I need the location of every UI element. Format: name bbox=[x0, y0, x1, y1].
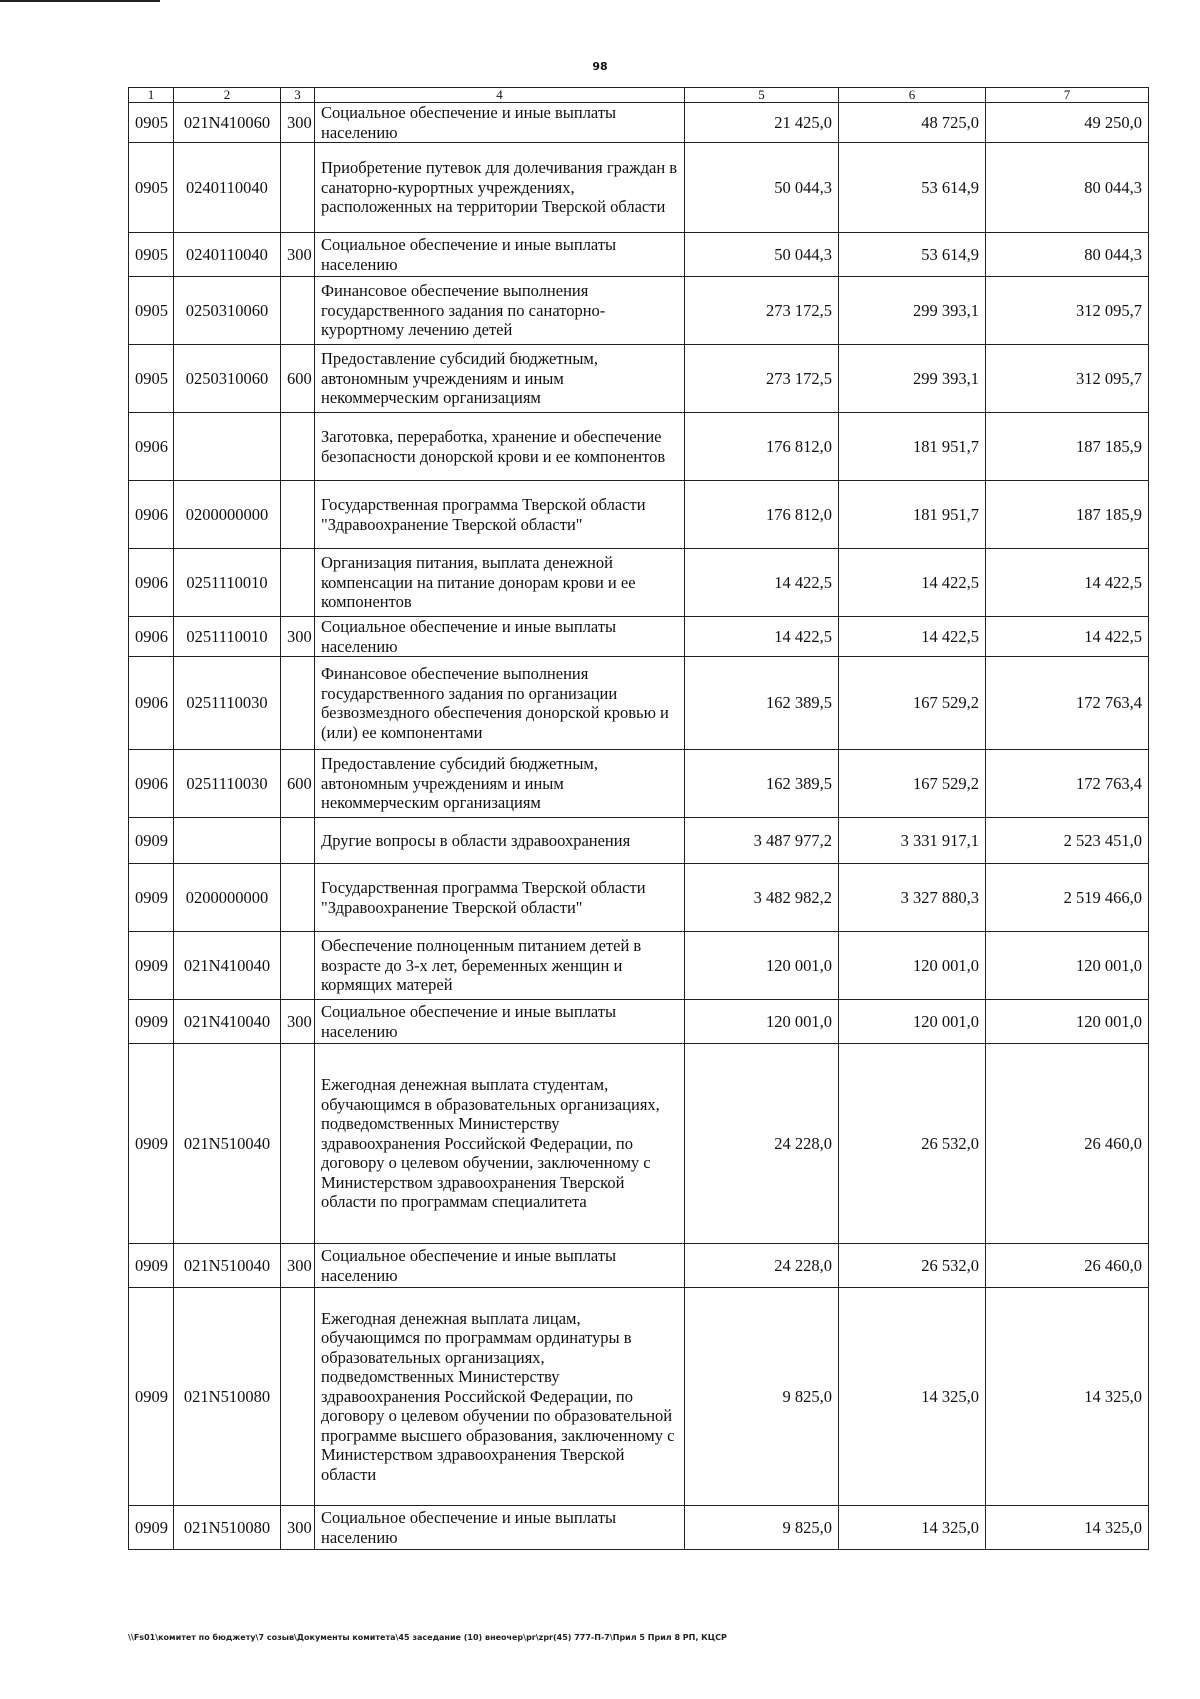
amount-col-5: 14 422,5 bbox=[685, 617, 839, 657]
amount-col-6: 181 951,7 bbox=[839, 413, 986, 481]
amount-col-7: 14 422,5 bbox=[986, 617, 1149, 657]
header-col-4: 4 bbox=[315, 88, 685, 103]
section-code: 0909 bbox=[129, 1000, 174, 1044]
amount-col-6: 26 532,0 bbox=[839, 1244, 986, 1288]
item-name: Государственная программа Тверской области "Здравоохранение Тверской области" bbox=[315, 864, 685, 932]
section-code: 0905 bbox=[129, 233, 174, 277]
amount-col-5: 50 044,3 bbox=[685, 233, 839, 277]
expense-type: 300 bbox=[281, 1506, 315, 1550]
expense-type bbox=[281, 143, 315, 233]
expense-type bbox=[281, 277, 315, 345]
item-name: Социальное обеспечение и иные выплаты населению bbox=[315, 103, 685, 143]
amount-col-6: 299 393,1 bbox=[839, 277, 986, 345]
header-col-7: 7 bbox=[986, 88, 1149, 103]
amount-col-7: 2 523 451,0 bbox=[986, 818, 1149, 864]
target-code bbox=[174, 413, 281, 481]
amount-col-6: 167 529,2 bbox=[839, 657, 986, 750]
amount-col-6: 14 422,5 bbox=[839, 617, 986, 657]
amount-col-5: 3 482 982,2 bbox=[685, 864, 839, 932]
target-code: 0250310060 bbox=[174, 277, 281, 345]
table-row bbox=[129, 549, 1149, 617]
expense-type bbox=[281, 549, 315, 617]
amount-col-6: 26 532,0 bbox=[839, 1044, 986, 1244]
section-code: 0905 bbox=[129, 277, 174, 345]
item-name: Обеспечение полноценным питанием детей в возрасте до 3-х лет, беременных женщин и кормящих матерей bbox=[315, 932, 685, 1000]
header-col-5: 5 bbox=[685, 88, 839, 103]
target-code: 0240110040 bbox=[174, 233, 281, 277]
amount-col-7: 80 044,3 bbox=[986, 143, 1149, 233]
table-row bbox=[129, 617, 1149, 657]
amount-col-7: 26 460,0 bbox=[986, 1244, 1149, 1288]
table-row bbox=[129, 1000, 1149, 1044]
target-code: 021N510080 bbox=[174, 1506, 281, 1550]
section-code: 0909 bbox=[129, 1244, 174, 1288]
budget-table bbox=[128, 87, 1149, 1550]
table-row bbox=[129, 657, 1149, 750]
target-code: 0240110040 bbox=[174, 143, 281, 233]
item-name: Государственная программа Тверской области "Здравоохранение Тверской области" bbox=[315, 481, 685, 549]
item-name: Социальное обеспечение и иные выплаты населению bbox=[315, 617, 685, 657]
table-row bbox=[129, 864, 1149, 932]
item-name: Ежегодная денежная выплата лицам, обучающимся по программам ординатуры в образовательных организациях, подведомственных Министерству здравоохранения Российской Федерации, по договору о целевом обучении по образовательной программе высшего образования, заключенному с Министерством здравоохранения Тверской области bbox=[315, 1288, 685, 1506]
amount-col-5: 176 812,0 bbox=[685, 413, 839, 481]
amount-col-5: 120 001,0 bbox=[685, 932, 839, 1000]
amount-col-5: 24 228,0 bbox=[685, 1044, 839, 1244]
header-col-1: 1 bbox=[129, 88, 174, 103]
expense-type bbox=[281, 818, 315, 864]
expense-type: 300 bbox=[281, 1244, 315, 1288]
item-name: Финансовое обеспечение выполнения государственного задания по организации безвозмездного обеспечения донорской кровью и (или) ее компонентами bbox=[315, 657, 685, 750]
amount-col-6: 53 614,9 bbox=[839, 143, 986, 233]
expense-type bbox=[281, 932, 315, 1000]
amount-col-6: 14 422,5 bbox=[839, 549, 986, 617]
section-code: 0906 bbox=[129, 657, 174, 750]
section-code: 0909 bbox=[129, 1506, 174, 1550]
amount-col-5: 176 812,0 bbox=[685, 481, 839, 549]
section-code: 0906 bbox=[129, 617, 174, 657]
expense-type bbox=[281, 657, 315, 750]
amount-col-6: 3 331 917,1 bbox=[839, 818, 986, 864]
table-row bbox=[129, 750, 1149, 818]
amount-col-7: 312 095,7 bbox=[986, 277, 1149, 345]
item-name: Ежегодная денежная выплата студентам, обучающимся в образовательных организациях, подведомственных Министерству здравоохранения Российской Федерации, по договору о целевом обучении, заключенному с Министерством здравоохранения Тверской области по программам специалитета bbox=[315, 1044, 685, 1244]
target-code: 0251110010 bbox=[174, 617, 281, 657]
target-code: 0251110010 bbox=[174, 549, 281, 617]
target-code: 021N510080 bbox=[174, 1288, 281, 1506]
expense-type bbox=[281, 1044, 315, 1244]
target-code: 0200000000 bbox=[174, 864, 281, 932]
footer-file-path: \\Fs01\комитет по бюджету\7 созыв\Документы комитета\45 заседание (10) внеочер\pr\zpr(45) 777-П-7\Прил 5 Прил 8 РП, КЦСР bbox=[128, 1633, 727, 1642]
amount-col-6: 167 529,2 bbox=[839, 750, 986, 818]
amount-col-5: 3 487 977,2 bbox=[685, 818, 839, 864]
table-row bbox=[129, 103, 1149, 143]
expense-type bbox=[281, 481, 315, 549]
target-code: 0251110030 bbox=[174, 657, 281, 750]
amount-col-6: 53 614,9 bbox=[839, 233, 986, 277]
target-code: 021N510040 bbox=[174, 1044, 281, 1244]
amount-col-7: 14 422,5 bbox=[986, 549, 1149, 617]
header-row bbox=[129, 88, 1149, 103]
target-code: 021N410040 bbox=[174, 1000, 281, 1044]
table-row bbox=[129, 413, 1149, 481]
target-code: 021N510040 bbox=[174, 1244, 281, 1288]
expense-type bbox=[281, 1288, 315, 1506]
amount-col-7: 187 185,9 bbox=[986, 413, 1149, 481]
table-row bbox=[129, 345, 1149, 413]
item-name: Социальное обеспечение и иные выплаты населению bbox=[315, 1506, 685, 1550]
amount-col-6: 14 325,0 bbox=[839, 1288, 986, 1506]
amount-col-6: 48 725,0 bbox=[839, 103, 986, 143]
amount-col-5: 21 425,0 bbox=[685, 103, 839, 143]
table-row bbox=[129, 932, 1149, 1000]
expense-type: 300 bbox=[281, 103, 315, 143]
target-code: 0250310060 bbox=[174, 345, 281, 413]
amount-col-6: 3 327 880,3 bbox=[839, 864, 986, 932]
amount-col-5: 9 825,0 bbox=[685, 1288, 839, 1506]
item-name: Социальное обеспечение и иные выплаты населению bbox=[315, 1244, 685, 1288]
section-code: 0906 bbox=[129, 549, 174, 617]
section-code: 0905 bbox=[129, 143, 174, 233]
expense-type: 600 bbox=[281, 750, 315, 818]
amount-col-6: 181 951,7 bbox=[839, 481, 986, 549]
scan-edge-line bbox=[0, 0, 160, 2]
item-name: Финансовое обеспечение выполнения государственного задания по санаторно-курортному лечению детей bbox=[315, 277, 685, 345]
item-name: Социальное обеспечение и иные выплаты населению bbox=[315, 233, 685, 277]
item-name: Заготовка, переработка, хранение и обеспечение безопасности донорской крови и ее компонентов bbox=[315, 413, 685, 481]
item-name: Социальное обеспечение и иные выплаты населению bbox=[315, 1000, 685, 1044]
amount-col-7: 2 519 466,0 bbox=[986, 864, 1149, 932]
table-row bbox=[129, 1044, 1149, 1244]
section-code: 0906 bbox=[129, 750, 174, 818]
amount-col-7: 80 044,3 bbox=[986, 233, 1149, 277]
target-code bbox=[174, 818, 281, 864]
amount-col-5: 120 001,0 bbox=[685, 1000, 839, 1044]
amount-col-5: 273 172,5 bbox=[685, 277, 839, 345]
amount-col-6: 14 325,0 bbox=[839, 1506, 986, 1550]
table-row bbox=[129, 481, 1149, 549]
amount-col-7: 120 001,0 bbox=[986, 932, 1149, 1000]
section-code: 0906 bbox=[129, 481, 174, 549]
section-code: 0909 bbox=[129, 1044, 174, 1244]
item-name: Предоставление субсидий бюджетным, автономным учреждениям и иным некоммерческим организациям bbox=[315, 750, 685, 818]
header-col-6: 6 bbox=[839, 88, 986, 103]
amount-col-7: 172 763,4 bbox=[986, 657, 1149, 750]
amount-col-5: 9 825,0 bbox=[685, 1506, 839, 1550]
amount-col-7: 187 185,9 bbox=[986, 481, 1149, 549]
target-code: 0200000000 bbox=[174, 481, 281, 549]
section-code: 0906 bbox=[129, 413, 174, 481]
item-name: Предоставление субсидий бюджетным, автономным учреждениям и иным некоммерческим организациям bbox=[315, 345, 685, 413]
table-row bbox=[129, 277, 1149, 345]
header-col-2: 2 bbox=[174, 88, 281, 103]
amount-col-6: 120 001,0 bbox=[839, 932, 986, 1000]
amount-col-5: 273 172,5 bbox=[685, 345, 839, 413]
item-name: Организация питания, выплата денежной компенсации на питание донорам крови и ее компонентов bbox=[315, 549, 685, 617]
item-name: Другие вопросы в области здравоохранения bbox=[315, 818, 685, 864]
page-number: 98 bbox=[592, 60, 608, 73]
amount-col-5: 162 389,5 bbox=[685, 750, 839, 818]
amount-col-6: 299 393,1 bbox=[839, 345, 986, 413]
expense-type: 300 bbox=[281, 233, 315, 277]
expense-type: 300 bbox=[281, 617, 315, 657]
amount-col-7: 26 460,0 bbox=[986, 1044, 1149, 1244]
expense-type: 300 bbox=[281, 1000, 315, 1044]
amount-col-5: 162 389,5 bbox=[685, 657, 839, 750]
table-row bbox=[129, 233, 1149, 277]
target-code: 021N410040 bbox=[174, 932, 281, 1000]
amount-col-7: 312 095,7 bbox=[986, 345, 1149, 413]
table-row bbox=[129, 1244, 1149, 1288]
target-code: 0251110030 bbox=[174, 750, 281, 818]
table-row bbox=[129, 818, 1149, 864]
section-code: 0909 bbox=[129, 932, 174, 1000]
section-code: 0909 bbox=[129, 1288, 174, 1506]
target-code: 021N410060 bbox=[174, 103, 281, 143]
amount-col-7: 172 763,4 bbox=[986, 750, 1149, 818]
table-row bbox=[129, 1506, 1149, 1550]
section-code: 0905 bbox=[129, 345, 174, 413]
amount-col-7: 14 325,0 bbox=[986, 1506, 1149, 1550]
expense-type bbox=[281, 864, 315, 932]
section-code: 0909 bbox=[129, 818, 174, 864]
expense-type: 600 bbox=[281, 345, 315, 413]
item-name: Приобретение путевок для долечивания граждан в санаторно-курортных учреждениях, расположенных на территории Тверской области bbox=[315, 143, 685, 233]
expense-type bbox=[281, 413, 315, 481]
amount-col-7: 14 325,0 bbox=[986, 1288, 1149, 1506]
table-row bbox=[129, 143, 1149, 233]
header-col-3: 3 bbox=[281, 88, 315, 103]
amount-col-5: 24 228,0 bbox=[685, 1244, 839, 1288]
amount-col-5: 14 422,5 bbox=[685, 549, 839, 617]
amount-col-7: 49 250,0 bbox=[986, 103, 1149, 143]
table-row bbox=[129, 1288, 1149, 1506]
section-code: 0909 bbox=[129, 864, 174, 932]
amount-col-6: 120 001,0 bbox=[839, 1000, 986, 1044]
section-code: 0905 bbox=[129, 103, 174, 143]
amount-col-5: 50 044,3 bbox=[685, 143, 839, 233]
amount-col-7: 120 001,0 bbox=[986, 1000, 1149, 1044]
